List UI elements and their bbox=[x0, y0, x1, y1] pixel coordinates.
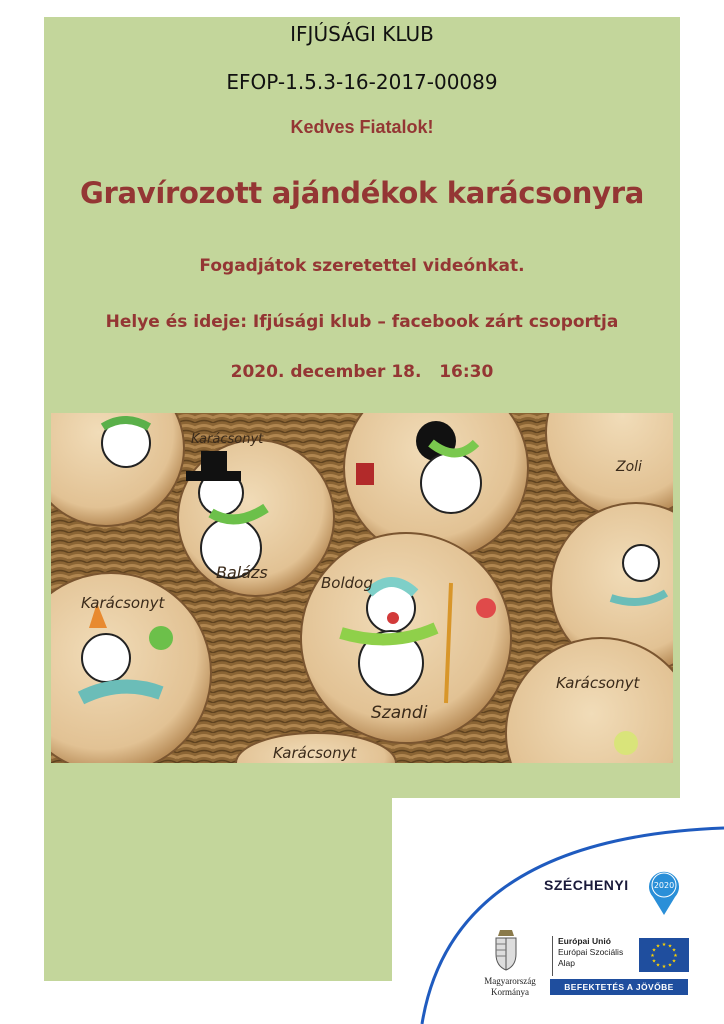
szechenyi-logo-text: SZÉCHENYI bbox=[544, 877, 629, 893]
greeting: Kedves Fiatalok! bbox=[290, 117, 434, 137]
club-name: IFJÚSÁGI KLUB bbox=[290, 22, 434, 46]
ornament-text-karacsonyt-2: Karácsonyt bbox=[81, 594, 165, 612]
funding-logo-block bbox=[392, 798, 724, 1024]
government-name bbox=[470, 976, 550, 998]
ornament-text-szandi: Szandi bbox=[371, 703, 428, 723]
svg-text:★: ★ bbox=[655, 943, 661, 950]
event-title: Gravírozott ajándékok karácsonyra bbox=[80, 176, 644, 210]
invest-in-future-banner: BEFEKTETÉS A JÖVŐBE bbox=[550, 979, 688, 995]
ornament-text-karacsonyt-4: Karácsonyt bbox=[273, 744, 357, 762]
svg-text:★: ★ bbox=[655, 962, 661, 969]
eu-line1: Európai Unió bbox=[558, 936, 611, 946]
invitation-text: Fogadjátok szeretettel videónkat. bbox=[199, 256, 525, 276]
svg-text:★: ★ bbox=[671, 947, 677, 954]
svg-text:★: ★ bbox=[673, 953, 678, 959]
eu-line2: Európai Szociális bbox=[558, 947, 624, 957]
szechenyi-year: 2020 bbox=[653, 881, 675, 890]
ornament-text-karacsonyt-3: Karácsonyt bbox=[556, 674, 640, 692]
svg-text:★: ★ bbox=[667, 962, 673, 969]
ornament-text-balazs: Balázs bbox=[216, 563, 268, 582]
government-line1: Magyarország bbox=[484, 976, 536, 986]
ornament-text-karacsonyt-1: Karácsonyt bbox=[191, 432, 264, 447]
eu-fund-text bbox=[558, 936, 623, 969]
svg-text:★: ★ bbox=[671, 958, 677, 965]
svg-text:★: ★ bbox=[661, 964, 667, 970]
eu-flag-icon bbox=[639, 938, 689, 972]
event-datetime: 2020. december 18. 16:30 bbox=[230, 362, 494, 382]
location-text: Helye és ideje: Ifjúsági klub – facebook zárt csoportja bbox=[105, 312, 619, 332]
svg-text:★: ★ bbox=[661, 942, 667, 948]
ornaments-illustration bbox=[51, 413, 673, 763]
ornament-text-boldog: Boldog bbox=[321, 574, 373, 592]
ornament-szandi bbox=[301, 533, 511, 743]
szechenyi-2020-pin-icon bbox=[647, 867, 681, 917]
ornament-text-zoli: Zoli bbox=[616, 459, 642, 475]
svg-text:★: ★ bbox=[650, 953, 655, 959]
eu-divider bbox=[552, 936, 553, 976]
svg-text:★: ★ bbox=[651, 947, 657, 954]
svg-text:★: ★ bbox=[667, 943, 673, 950]
ornaments-photo bbox=[51, 413, 673, 763]
project-code: EFOP-1.5.3-16-2017-00089 bbox=[226, 70, 498, 94]
government-line2: Kormánya bbox=[491, 987, 529, 997]
hungarian-coat-of-arms-icon bbox=[493, 928, 519, 972]
svg-text:★: ★ bbox=[651, 958, 657, 965]
eu-line3: Alap bbox=[558, 958, 576, 968]
